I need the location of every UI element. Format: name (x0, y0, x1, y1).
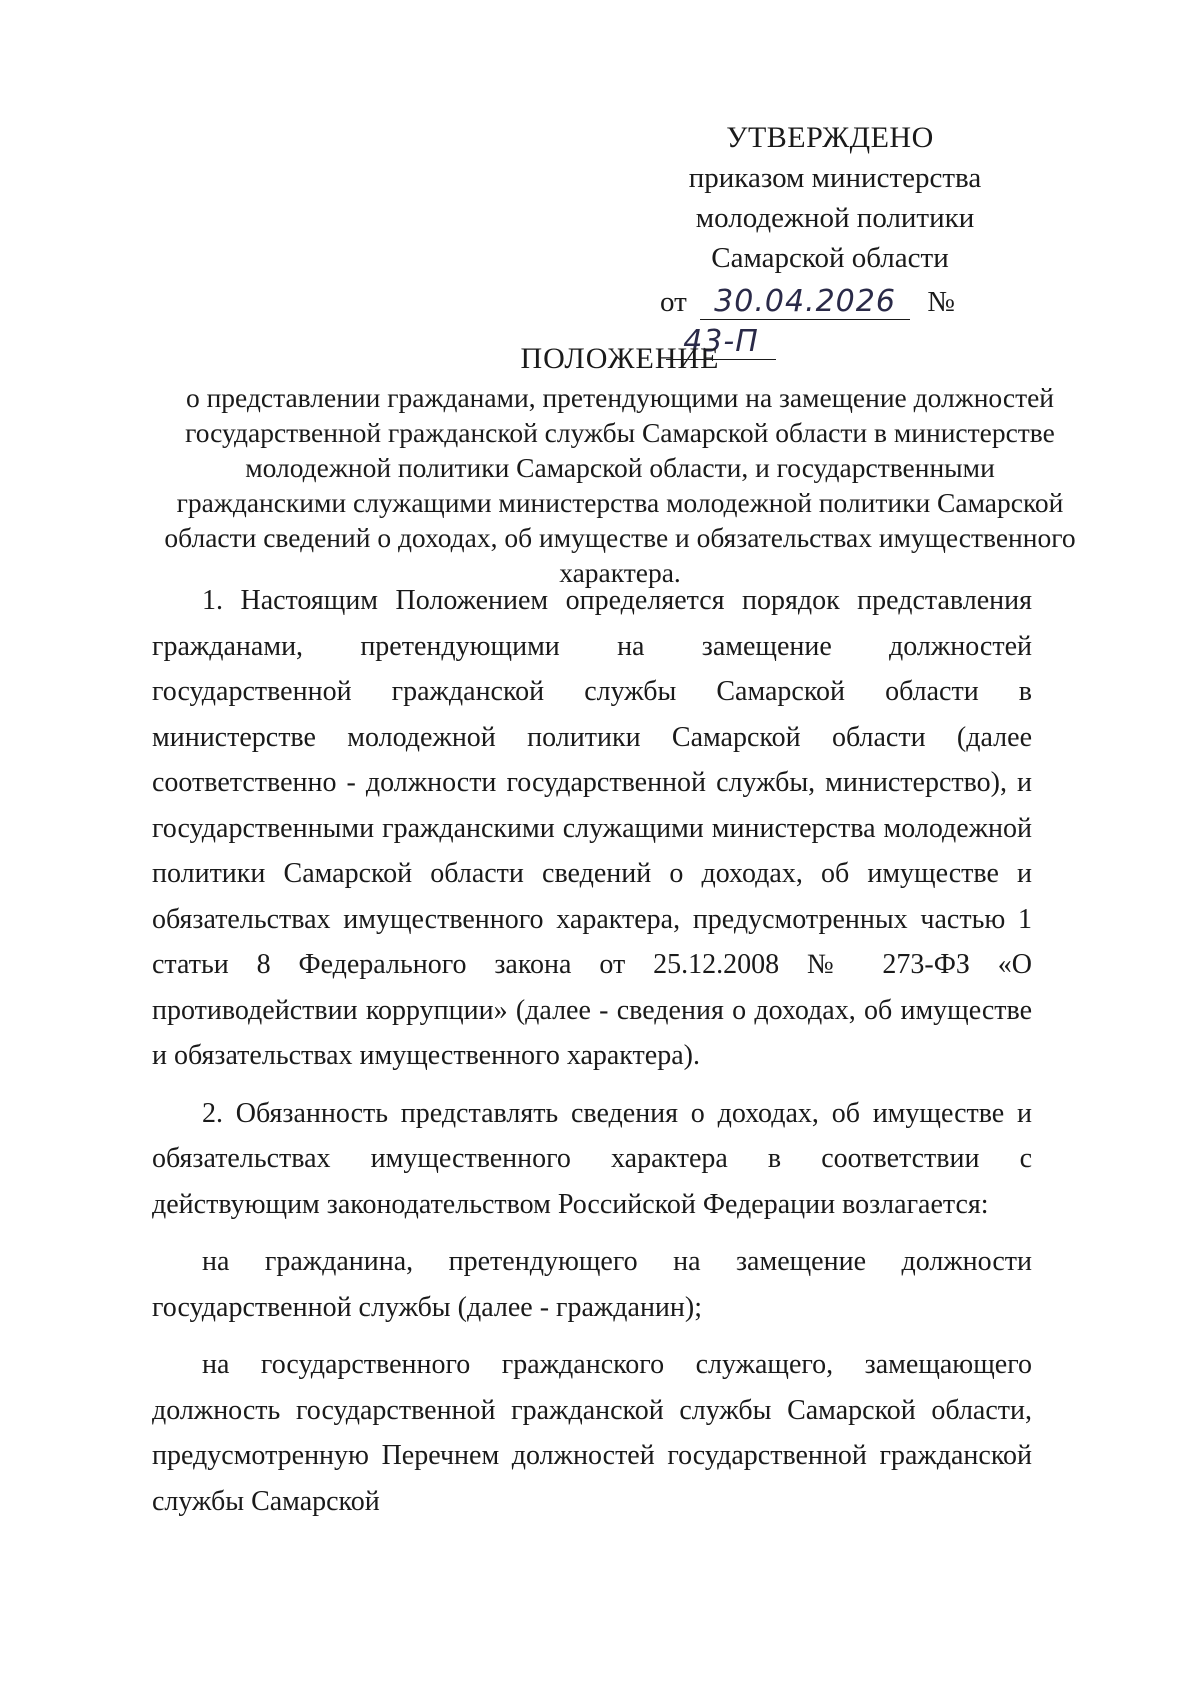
paragraph-1: 1. Настоящим Положением определяется порядок представления гражданами, претендующими на замещение должностей государственной гражданской службы Самарской области в министерстве молодежной политики Самарской области (далее соответственно - должности государственной службы, министерство), и государственными гражданскими служащими министерства молодежной политики Самарской области сведений о доходах, об имуществе и обязательствах имущественного характера, предусмотренных частью 1 статьи 8 Федерального закона от 25.12.2008 № 273-ФЗ «О противодействии коррупции» (далее - сведения о доходах, об имуществе и обязательствах имущественного характера). (152, 585, 1032, 1071)
document-title-block (160, 338, 1080, 590)
date-label: от (660, 286, 687, 318)
document-body (152, 578, 1032, 1524)
approval-heading: УТВЕРЖДЕНО (726, 121, 934, 154)
approval-line-1: приказом министерства (688, 162, 982, 194)
approval-line-3: Самарской области (711, 242, 949, 274)
paragraph-3: на гражданина, претендующего на замещение должности государственной службы (далее - гражданин); (152, 1246, 1032, 1323)
approval-block (640, 118, 1060, 359)
document-title: ПОЛОЖЕНИЕ (520, 342, 720, 375)
handwritten-number: 43-П (666, 325, 776, 360)
paragraph-4: на государственного гражданского служащего, замещающего должность государственной гражданской службы Самарской области, предусмотренную Перечнем должностей государственной гражданской службы Самарской (152, 1349, 1032, 1517)
document-subject: о представлении гражданами, претендующими на замещение должностей государственной гражданской службы Самарской области в министерстве молодежной политики Самарской области, и государственными гражданскими служащими министерства молодежной политики Самарской области сведений о доходах, об имуществе и обязательствах имущественного характера. (164, 382, 1076, 588)
number-label: № (927, 286, 955, 318)
handwritten-date: 30.04.2026 (700, 285, 910, 320)
approval-date-row (660, 282, 1060, 359)
approval-line-2: молодежной политики (695, 202, 975, 234)
paragraph-2: 2. Обязанность представлять сведения о доходах, об имуществе и обязательствах имущественного характера в соответствии с действующим законодательством Российской Федерации возлагается: (152, 1097, 1032, 1220)
